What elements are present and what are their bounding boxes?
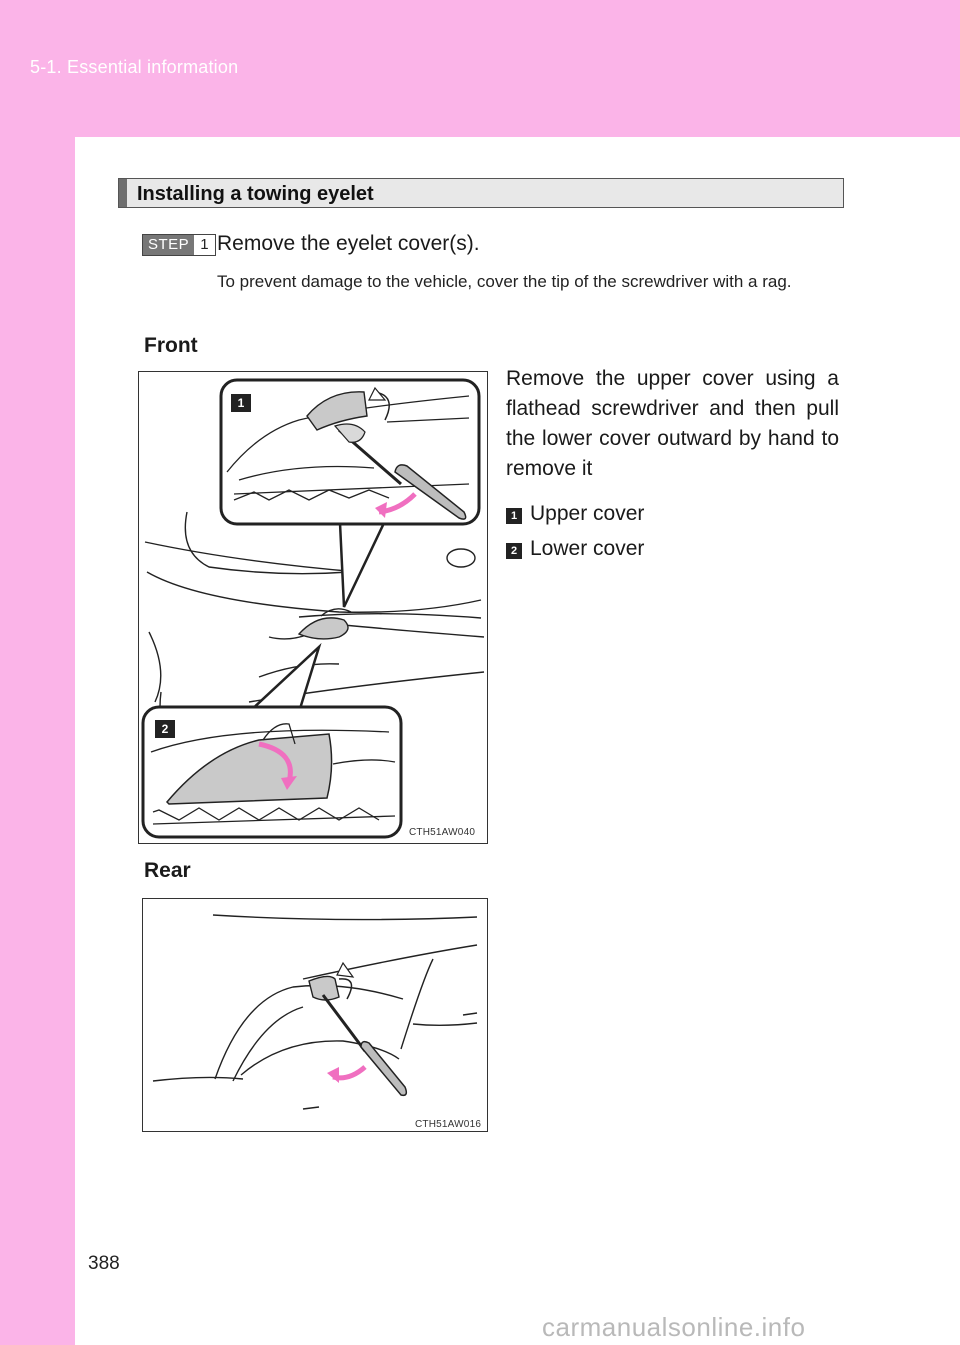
step-note: To prevent damage to the vehicle, cover the tip of the screwdriver with a rag. xyxy=(217,272,792,291)
legend-label-upper-cover: Upper cover xyxy=(530,502,645,525)
legend-item-upper-cover xyxy=(506,502,644,526)
page-number: 388 xyxy=(88,1253,120,1274)
front-bumper-drawing xyxy=(139,372,489,845)
callout-marker-1: 1 xyxy=(231,394,251,412)
callout-marker-2: 2 xyxy=(155,720,175,738)
front-figure-code: CTH51AW040 xyxy=(409,827,476,838)
front-heading: Front xyxy=(144,334,198,357)
legend-label-lower-cover: Lower cover xyxy=(530,537,645,560)
watermark: carmanualsonline.info xyxy=(542,1312,806,1342)
step-badge xyxy=(142,234,216,256)
rear-heading: Rear xyxy=(144,859,191,882)
legend-marker-1: 1 xyxy=(506,508,522,524)
step-label: STEP xyxy=(143,235,194,255)
rear-illustration xyxy=(142,898,488,1132)
rear-figure-code: CTH51AW016 xyxy=(415,1119,482,1130)
step-number: 1 xyxy=(194,235,214,255)
rear-bumper-drawing xyxy=(143,899,489,1133)
front-description: Remove the upper cover using a flathead screwdriver and then pull the lower cover outward by hand to remove it xyxy=(506,367,839,480)
step-title: Remove the eyelet cover(s). xyxy=(217,232,480,255)
legend-item-lower-cover xyxy=(506,537,644,561)
legend-marker-2: 2 xyxy=(506,543,522,559)
section-heading xyxy=(118,178,844,208)
front-illustration xyxy=(138,371,488,844)
side-band xyxy=(0,137,75,1345)
section-label: 5-1. Essential information xyxy=(30,57,239,77)
heading-accent-bar xyxy=(119,179,127,207)
heading-title: Installing a towing eyelet xyxy=(137,183,374,205)
